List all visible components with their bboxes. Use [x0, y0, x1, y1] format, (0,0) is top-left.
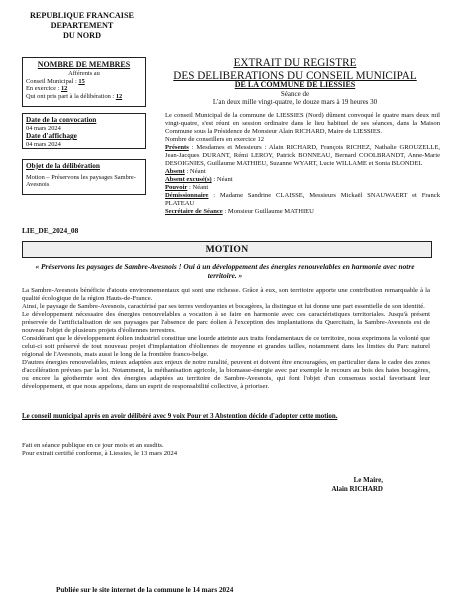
- demission-text: : Madame Sandrine CLAISSE, Messieurs Mickaël SNAUWAERT et Franck PLATEAU: [165, 192, 440, 207]
- secretaire-text: : Monsieur Guillaume MATHIEU: [222, 208, 314, 215]
- department-label: DEPARTEMENT: [50, 21, 114, 30]
- seance-presents: [165, 144, 440, 168]
- seance-date: L'an deux mille vingt-quatre, le douze mars à 19 heures 30: [212, 98, 378, 106]
- pouvoir-text: : Néant: [187, 184, 209, 191]
- motion-body: [22, 287, 430, 391]
- secretaire-label: Secrétaire de Séance: [165, 208, 223, 215]
- motion-lead: « Préservons les paysages de Sambre-Avesnois ! Oui à un développement des énergies renouvelables en harmonie avec notre territoire. »: [35, 262, 415, 280]
- signature-block: [315, 476, 383, 494]
- signature-name: Alain RICHARD: [331, 485, 383, 493]
- motion-paragraph: La Sambre-Avesnois bénéficie d'atouts environnementaux qui sont une richesse. Grâce à eux, son territoire apporte une contribution remarquable à la qualité écologique de la région Hauts-de-France.: [22, 287, 430, 302]
- fait-line: Fait en séance publique en ce jour mois et an susdits.: [22, 442, 164, 449]
- members-conseil-label: Conseil Municipal :: [26, 77, 79, 85]
- signature-title: Le Maire,: [353, 476, 383, 484]
- excuses-text: : Néant: [211, 176, 233, 183]
- seance-nombre: Nombre de conseillers en exercice 12: [165, 136, 265, 143]
- members-afferent: Afférents au: [68, 70, 100, 77]
- seance-demission: [165, 192, 440, 208]
- pouvoir-label: Pouvoir: [165, 184, 188, 191]
- motion-paragraph: Le développement nécessaire des énergies renouvelables a vocation à se faire en harmonie avec ces caractéristiques territoriales. Jusqu'à présent préservée de l'artificialisation de ses paysages par l'absence de parc éolien à l'exception des implantations du Quercitain, la Sambre-Avesnois est de nouveau l'objet de plusieurs projets d'éoliennes terrestres.: [22, 311, 430, 334]
- members-part-value: 12: [115, 92, 123, 100]
- members-exercice: [26, 85, 142, 93]
- presents-text: : Mesdames et Messieurs : Alain RICHARD, François RICHEZ, Nathalie GROUZELLE, Jean-Jacques DURANT, Rémi LEROY, Patrick BONNEAU, Bernard COOLBRANDT, Anne-Marie DESOIGNIES, Guillaume MATHIEU, Suzanne WYART, Lucie WILLAME et Sonia BLONDEL: [165, 144, 440, 167]
- affichage-title: Date d'affichage: [26, 131, 77, 141]
- members-box: [22, 57, 146, 107]
- seance-excuses: [165, 176, 440, 184]
- objet-title: Objet de la délibération: [26, 161, 100, 170]
- republic-header: [22, 11, 142, 41]
- seance-intro: Le conseil Municipal de la commune de LIESSIES (Nord) dûment convoqué le quatre mars deux mil vingt-quatre, s'est réuni en session ordinaire dans le lieu habituel de ses séances, dans la Maison Commune sous la Présidence de Monsieur Alain RICHARD, Maire de LIESSIES.: [165, 112, 440, 135]
- seance-pouvoir: [165, 184, 440, 192]
- demission-label: Démissionnaire: [165, 192, 209, 199]
- registry-title-line2: DES DELIBERATIONS DU CONSEIL MUNICIPAL: [173, 69, 417, 82]
- members-part-label: Qui ont pris part à la délibération :: [26, 92, 116, 100]
- absent-text: : Néant: [184, 168, 206, 175]
- seance-details: [165, 112, 440, 216]
- members-part: [26, 93, 142, 101]
- members-exercice-value: 12: [60, 85, 68, 93]
- members-conseil: [26, 78, 142, 86]
- seance-secretaire: [165, 208, 440, 216]
- motion-title-band: MOTION: [22, 241, 432, 258]
- seance-absent: [165, 168, 440, 176]
- certifie-line: Pour extrait certifié conforme, à Liessies, le 13 mars 2024: [22, 450, 178, 458]
- seance-label: Séance de: [280, 90, 310, 98]
- excuses-label: Absent excusé(s): [165, 176, 212, 183]
- motion-paragraph: Considérant que le développement éolien industriel constitue une lourde atteinte aux traits fondamentaux de ce territoire, nous exprimons la volonté que celui-ci soit préservé de tout nouveau projet d'implantation d'éoliennes de moyenne et grandes tailles, notamment dans les limites du Parc naturel régional de l'Avesnois, mais aussi le long de la frontière franco-belge.: [22, 335, 430, 358]
- affichage-date: 04 mars 2024: [26, 140, 61, 148]
- republic-label: REPUBLIQUE FRANCAISE: [30, 11, 134, 20]
- motion-paragraph: Ainsi, le paysage de Sambre-Avesnois, caractérisé par ses terres verdoyantes et bocagères, la distingue et lui donne une part essentielle de son identité.: [22, 303, 425, 310]
- deliberation-reference: LIE_DE_2024_08: [22, 226, 79, 235]
- convocation-title: Date de la convocation: [26, 115, 97, 124]
- certification-block: [22, 442, 430, 458]
- convocation-box: [22, 113, 146, 149]
- motion-paragraph: D'autres énergies renouvelables, mieux adaptées aux enjeux de notre ruralité, peuvent et doivent être encouragées, en particulier dans le cadre des zones d'accélération prévues par la loi. Notamment, la méthanisation agricole, la biomasse-énergie avec par exemple le recours au bois des haies bocagères, ou encore la géothermie sont des énergies adaptées au territoire de Sambre-Avesnois, qui font l'objet d'un consensus social favorisant leur développement, et que nous appelons, dans un esprit de responsabilité collective, à prioriser.: [22, 359, 430, 390]
- objet-text: Motion – Préservons les paysages Sambre-Avesnois: [26, 173, 136, 189]
- members-exercice-label: En exercice :: [26, 85, 61, 93]
- members-title: NOMBRE DE MEMBRES: [37, 60, 131, 69]
- publication-note: Publiée sur le site internet de la commune le 14 mars 2024: [56, 586, 234, 594]
- absent-label: Absent: [165, 168, 185, 175]
- region-label: DU NORD: [63, 31, 101, 40]
- members-conseil-value: 15: [78, 77, 85, 85]
- convocation-date: 04 mars 2024: [26, 124, 61, 132]
- commune-title: DE LA COMMUNE DE LIESSIES: [234, 80, 356, 89]
- presents-label: Présents: [165, 144, 189, 151]
- objet-box: [22, 159, 146, 195]
- registry-title-line1: EXTRAIT DU REGISTRE: [233, 57, 357, 69]
- motion-decision: Le conseil municipal après en avoir délibéré avec 9 voix Pour et 3 Abstention décide d'adopter cette motion.: [22, 413, 338, 420]
- registry-title: [152, 57, 438, 82]
